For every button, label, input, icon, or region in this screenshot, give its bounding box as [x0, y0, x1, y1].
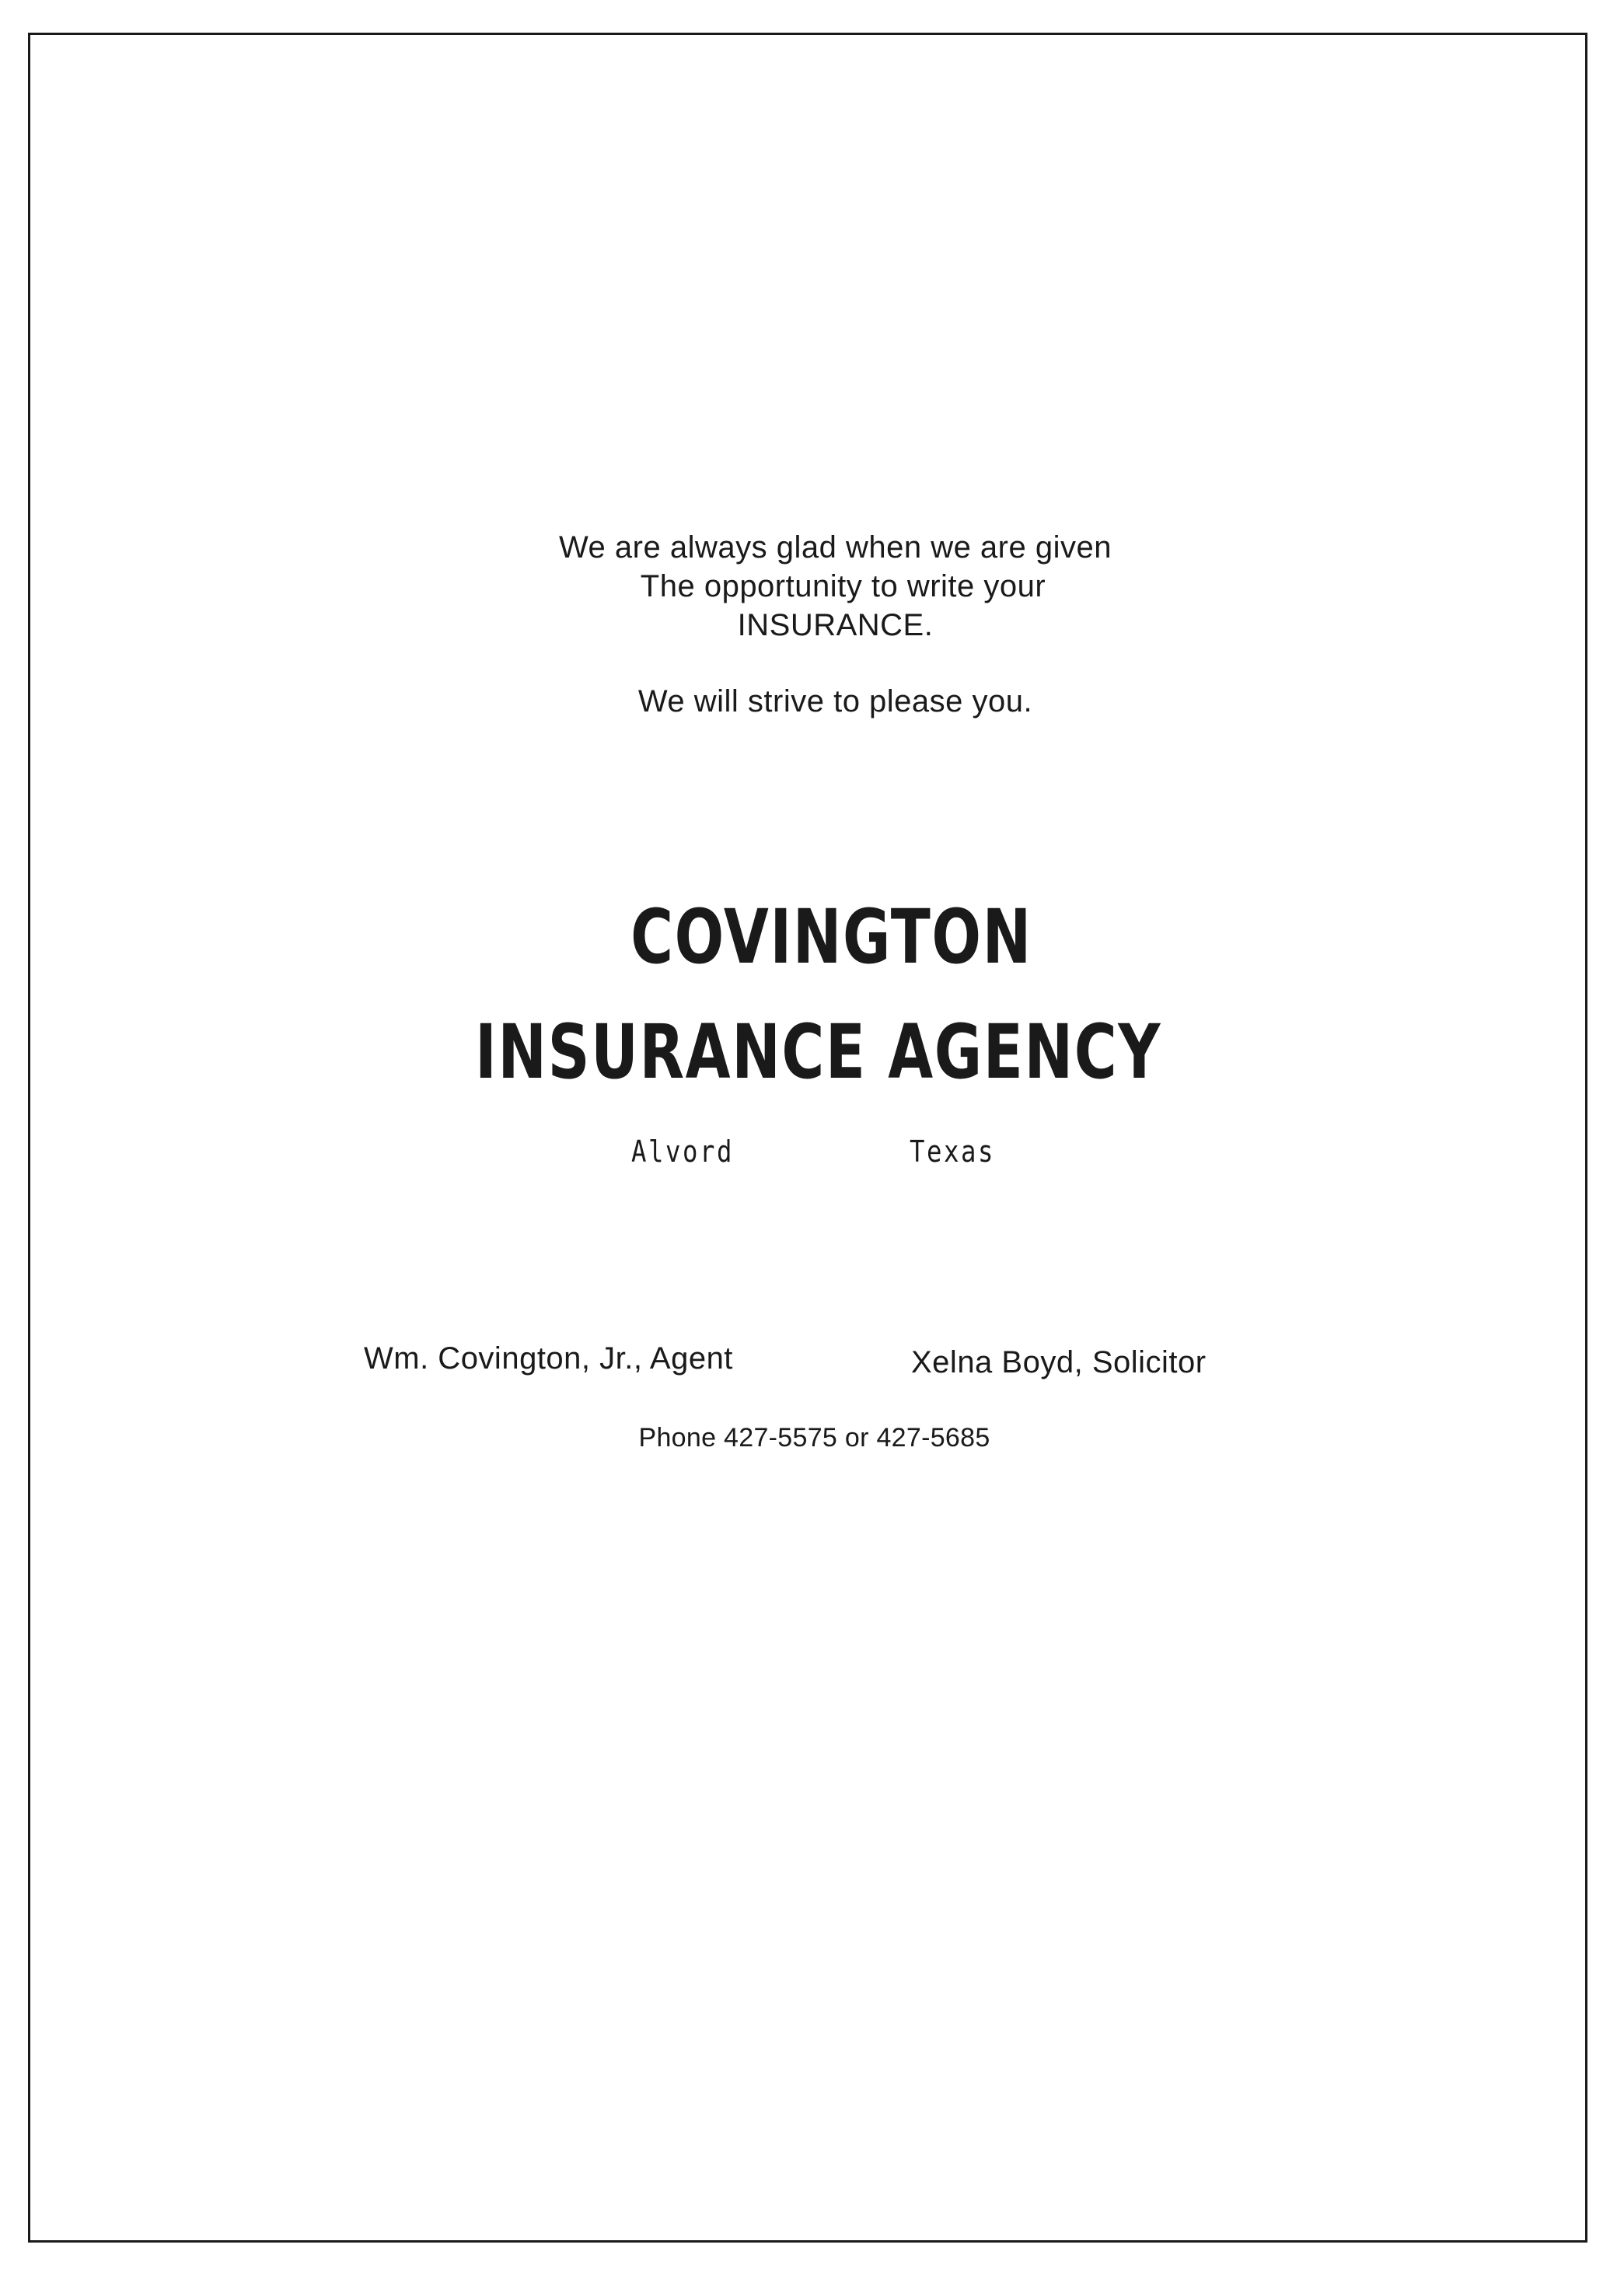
- page-border: [28, 33, 1587, 2243]
- agent-name: Wm. Covington, Jr., Agent: [364, 1341, 733, 1376]
- agency-name-line-1: COVINGTON: [630, 893, 1032, 981]
- intro-line-3: INSURANCE.: [737, 608, 934, 642]
- solicitor-name: Xelna Boyd, Solicitor: [911, 1345, 1207, 1379]
- agency-city: Alvord: [631, 1135, 734, 1169]
- phone-numbers: Phone 427-5575 or 427-5685: [638, 1423, 990, 1453]
- intro-line-2: The opportunity to write your: [640, 569, 1046, 603]
- intro-line-4: We will strive to please you.: [637, 684, 1033, 718]
- intro-line-1: We are always glad when we are given: [559, 530, 1112, 565]
- agency-state: Texas: [910, 1135, 995, 1169]
- agency-name-line-2: INSURANCE AGENCY: [474, 1009, 1162, 1096]
